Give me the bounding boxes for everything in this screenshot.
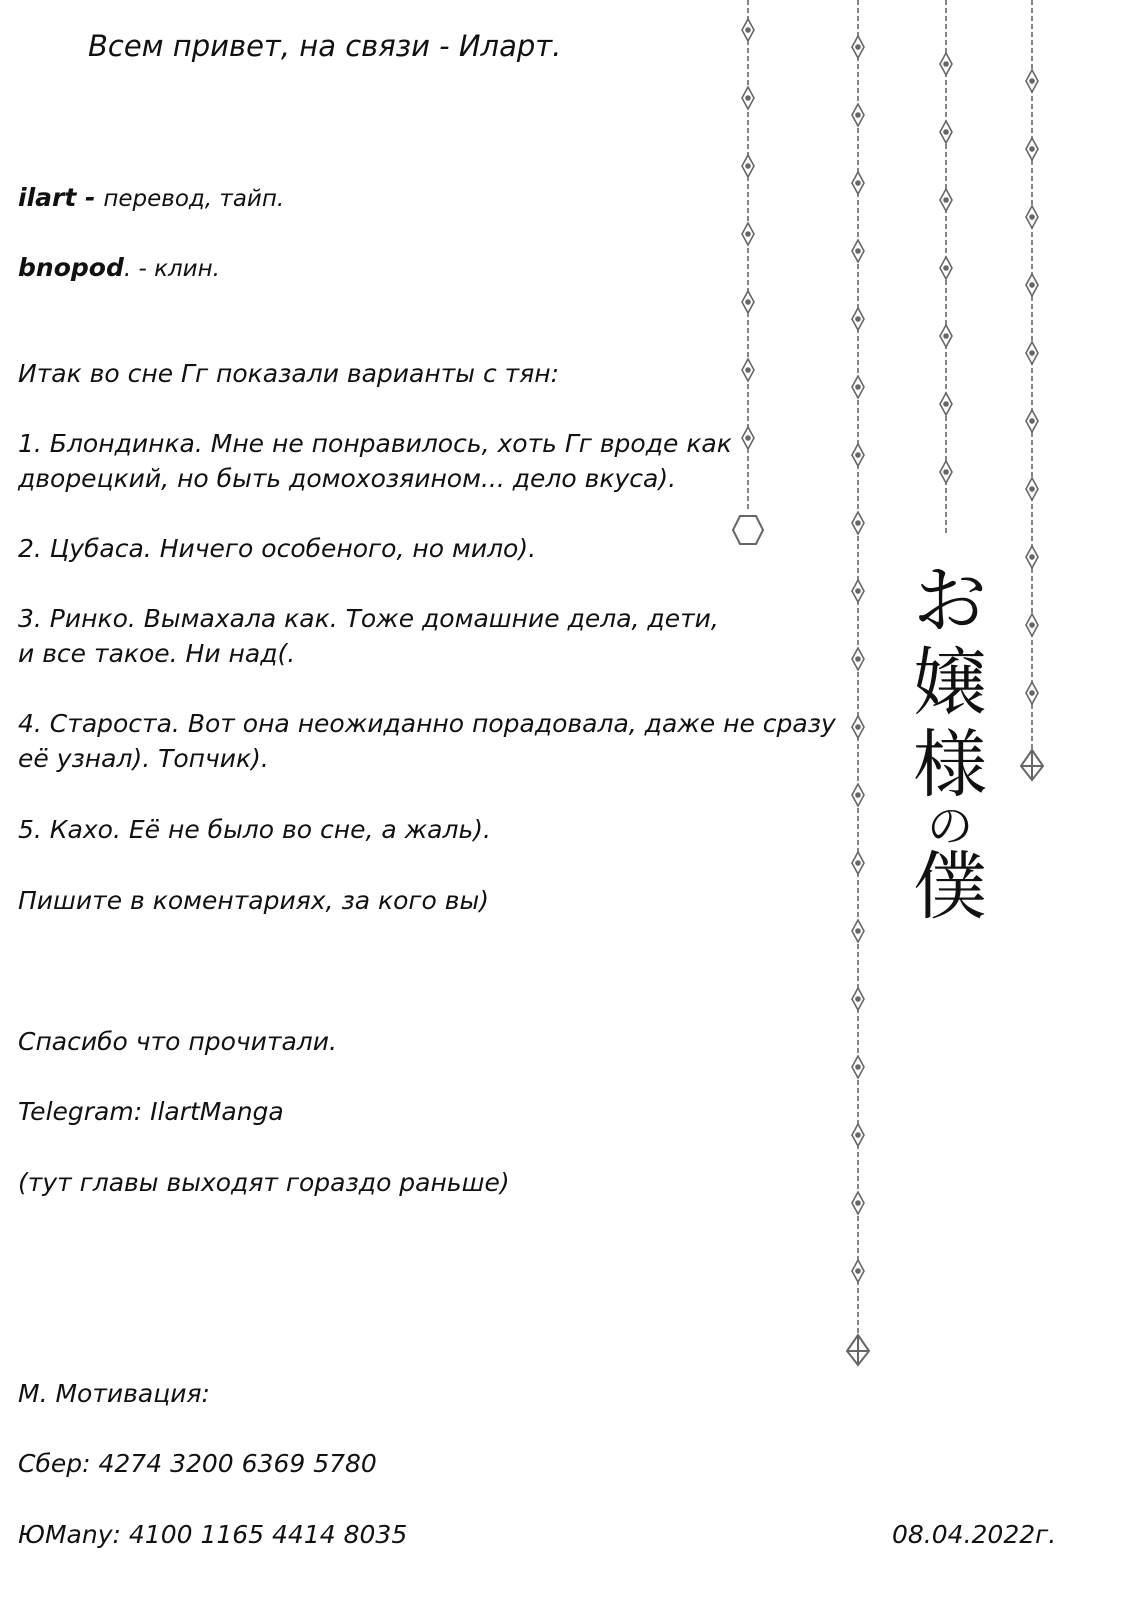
option-5-line-1: 5. Кахо. Её не было во сне, а жаль). bbox=[18, 815, 491, 844]
chain-bead bbox=[940, 53, 952, 75]
chain-bead-center bbox=[944, 402, 948, 406]
chain-bead-center bbox=[856, 861, 860, 865]
chain-bead bbox=[742, 291, 754, 313]
sber-card-number: Сбер: 4274 3200 6369 5780 bbox=[18, 1449, 377, 1478]
chain-bead-center bbox=[1030, 147, 1034, 151]
chain-bead-center bbox=[856, 453, 860, 457]
thanks-text: Спасибо что прочитали. bbox=[18, 1027, 337, 1056]
credit-translator-name: ilart - bbox=[18, 183, 96, 212]
chain-bead-center bbox=[856, 1201, 860, 1205]
manga-title-logo bbox=[900, 560, 1000, 928]
chain-bead bbox=[852, 920, 864, 942]
chain-bead-center bbox=[746, 96, 750, 100]
chain-bead bbox=[852, 376, 864, 398]
chain-bead bbox=[742, 19, 754, 41]
pendant-crystal bbox=[1021, 750, 1043, 780]
chain-bead bbox=[852, 988, 864, 1010]
chain-bead bbox=[852, 512, 864, 534]
chain-bead-center bbox=[1030, 215, 1034, 219]
chain-bead-center bbox=[746, 436, 750, 440]
chain-bead bbox=[852, 1260, 864, 1282]
pendant-crystal bbox=[847, 1335, 869, 1365]
chain-bead-center bbox=[944, 62, 948, 66]
option-4-line-1: 4. Староста. Вот она неожиданно порадовала, даже не сразу bbox=[18, 709, 836, 738]
chain-bead-center bbox=[1030, 555, 1034, 559]
option-4-line-2: её узнал). Топчик). bbox=[18, 744, 269, 773]
chain-bead-center bbox=[856, 793, 860, 797]
chain-bead bbox=[1026, 206, 1038, 228]
chain-bead-center bbox=[856, 929, 860, 933]
chain-bead-center bbox=[944, 130, 948, 134]
chain-bead bbox=[1026, 274, 1038, 296]
credit-cleaner-name: bnopod bbox=[18, 253, 124, 282]
chain-bead bbox=[1026, 478, 1038, 500]
chain-bead bbox=[852, 648, 864, 670]
chain-bead bbox=[852, 308, 864, 330]
option-3-line-1: 3. Ринко. Вымахала как. Тоже домашние дела, дети, bbox=[18, 604, 719, 633]
intro-text: Итак во сне Гг показали варианты с тян: bbox=[18, 359, 560, 388]
chain-bead-center bbox=[746, 164, 750, 168]
chain-bead bbox=[852, 1056, 864, 1078]
chain-bead-center bbox=[856, 1133, 860, 1137]
option-1-line-2: дворецкий, но быть домохозяином... дело вкуса). bbox=[18, 464, 677, 493]
chain-bead bbox=[852, 172, 864, 194]
chain-bead-center bbox=[856, 589, 860, 593]
chain-bead-center bbox=[856, 45, 860, 49]
chain-bead-center bbox=[1030, 79, 1034, 83]
motivation-label: М. Мотивация: bbox=[18, 1379, 210, 1408]
release-date: 08.04.2022г. bbox=[892, 1520, 1057, 1549]
chain-bead bbox=[1026, 138, 1038, 160]
chain-bead bbox=[742, 223, 754, 245]
chain-bead bbox=[1026, 410, 1038, 432]
chain-bead bbox=[852, 1192, 864, 1214]
chain-bead bbox=[940, 257, 952, 279]
chain-bead-center bbox=[746, 368, 750, 372]
chain-bead bbox=[1026, 614, 1038, 636]
chain-bead-center bbox=[1030, 283, 1034, 287]
chain-bead bbox=[940, 393, 952, 415]
chain-bead-center bbox=[856, 1065, 860, 1069]
credit-translator bbox=[18, 180, 284, 217]
chain-bead bbox=[852, 36, 864, 58]
chain-bead-center bbox=[856, 385, 860, 389]
chain-bead bbox=[1026, 70, 1038, 92]
chain-bead-center bbox=[856, 521, 860, 525]
chain-bead bbox=[742, 427, 754, 449]
credit-translator-role: перевод, тайп. bbox=[103, 186, 285, 212]
chain-bead bbox=[940, 121, 952, 143]
chain-bead bbox=[742, 155, 754, 177]
title-char-2: 嬢 bbox=[913, 640, 987, 726]
chain-bead-center bbox=[746, 28, 750, 32]
comment-prompt: Пишите в коментариях, за кого вы) bbox=[18, 886, 490, 915]
chain-bead-center bbox=[1030, 419, 1034, 423]
chain-bead bbox=[852, 240, 864, 262]
option-1-line-1: 1. Блондинка. Мне не понравилось, хоть Гг вроде как bbox=[18, 429, 732, 458]
chain-bead bbox=[852, 104, 864, 126]
yumoney-wallet-number: ЮMany: 4100 1165 4414 8035 bbox=[18, 1520, 408, 1549]
telegram-note: (тут главы выходят гораздо раньше) bbox=[18, 1168, 510, 1197]
chain-bead bbox=[852, 444, 864, 466]
chain-bead-center bbox=[1030, 487, 1034, 491]
chain-bead bbox=[1026, 342, 1038, 364]
chain-bead bbox=[852, 1124, 864, 1146]
chain-bead bbox=[852, 852, 864, 874]
chain-bead bbox=[742, 359, 754, 381]
chain-bead-center bbox=[856, 725, 860, 729]
pendant-gem bbox=[733, 516, 763, 544]
chain-bead-center bbox=[1030, 691, 1034, 695]
credit-cleaner bbox=[18, 250, 220, 287]
title-char-5: 僕 bbox=[913, 844, 987, 930]
chain-bead bbox=[852, 716, 864, 738]
chain-bead-center bbox=[856, 997, 860, 1001]
chain-bead bbox=[852, 784, 864, 806]
chain-bead-center bbox=[944, 266, 948, 270]
option-3-line-2: и все такое. Ни над(. bbox=[18, 639, 296, 668]
option-2-line-1: 2. Цубаса. Ничего особеного, но мило). bbox=[18, 534, 537, 563]
chain-bead-center bbox=[856, 249, 860, 253]
chain-bead bbox=[852, 580, 864, 602]
chain-bead-center bbox=[856, 181, 860, 185]
title-char-3: 様 bbox=[913, 722, 987, 808]
chain-bead bbox=[940, 189, 952, 211]
greeting-text: Всем привет, на связи - Иларт. bbox=[88, 29, 562, 63]
title-char-4: の bbox=[927, 799, 973, 853]
chain-bead-center bbox=[1030, 351, 1034, 355]
chain-bead-center bbox=[1030, 623, 1034, 627]
chain-bead bbox=[1026, 546, 1038, 568]
chain-bead-center bbox=[746, 300, 750, 304]
chain-bead-center bbox=[944, 198, 948, 202]
chain-bead bbox=[940, 461, 952, 483]
chain-bead bbox=[1026, 682, 1038, 704]
chain-bead-center bbox=[856, 1269, 860, 1273]
telegram-channel: Telegram: IlartManga bbox=[18, 1097, 284, 1126]
chain-bead bbox=[742, 87, 754, 109]
chain-bead-center bbox=[856, 317, 860, 321]
chain-bead-center bbox=[944, 334, 948, 338]
chain-bead-center bbox=[746, 232, 750, 236]
title-char-1: お bbox=[913, 558, 987, 644]
chain-bead-center bbox=[856, 657, 860, 661]
credit-cleaner-role: . - клин. bbox=[123, 256, 220, 282]
chain-bead-center bbox=[856, 113, 860, 117]
chain-bead-center bbox=[944, 470, 948, 474]
chain-bead bbox=[940, 325, 952, 347]
